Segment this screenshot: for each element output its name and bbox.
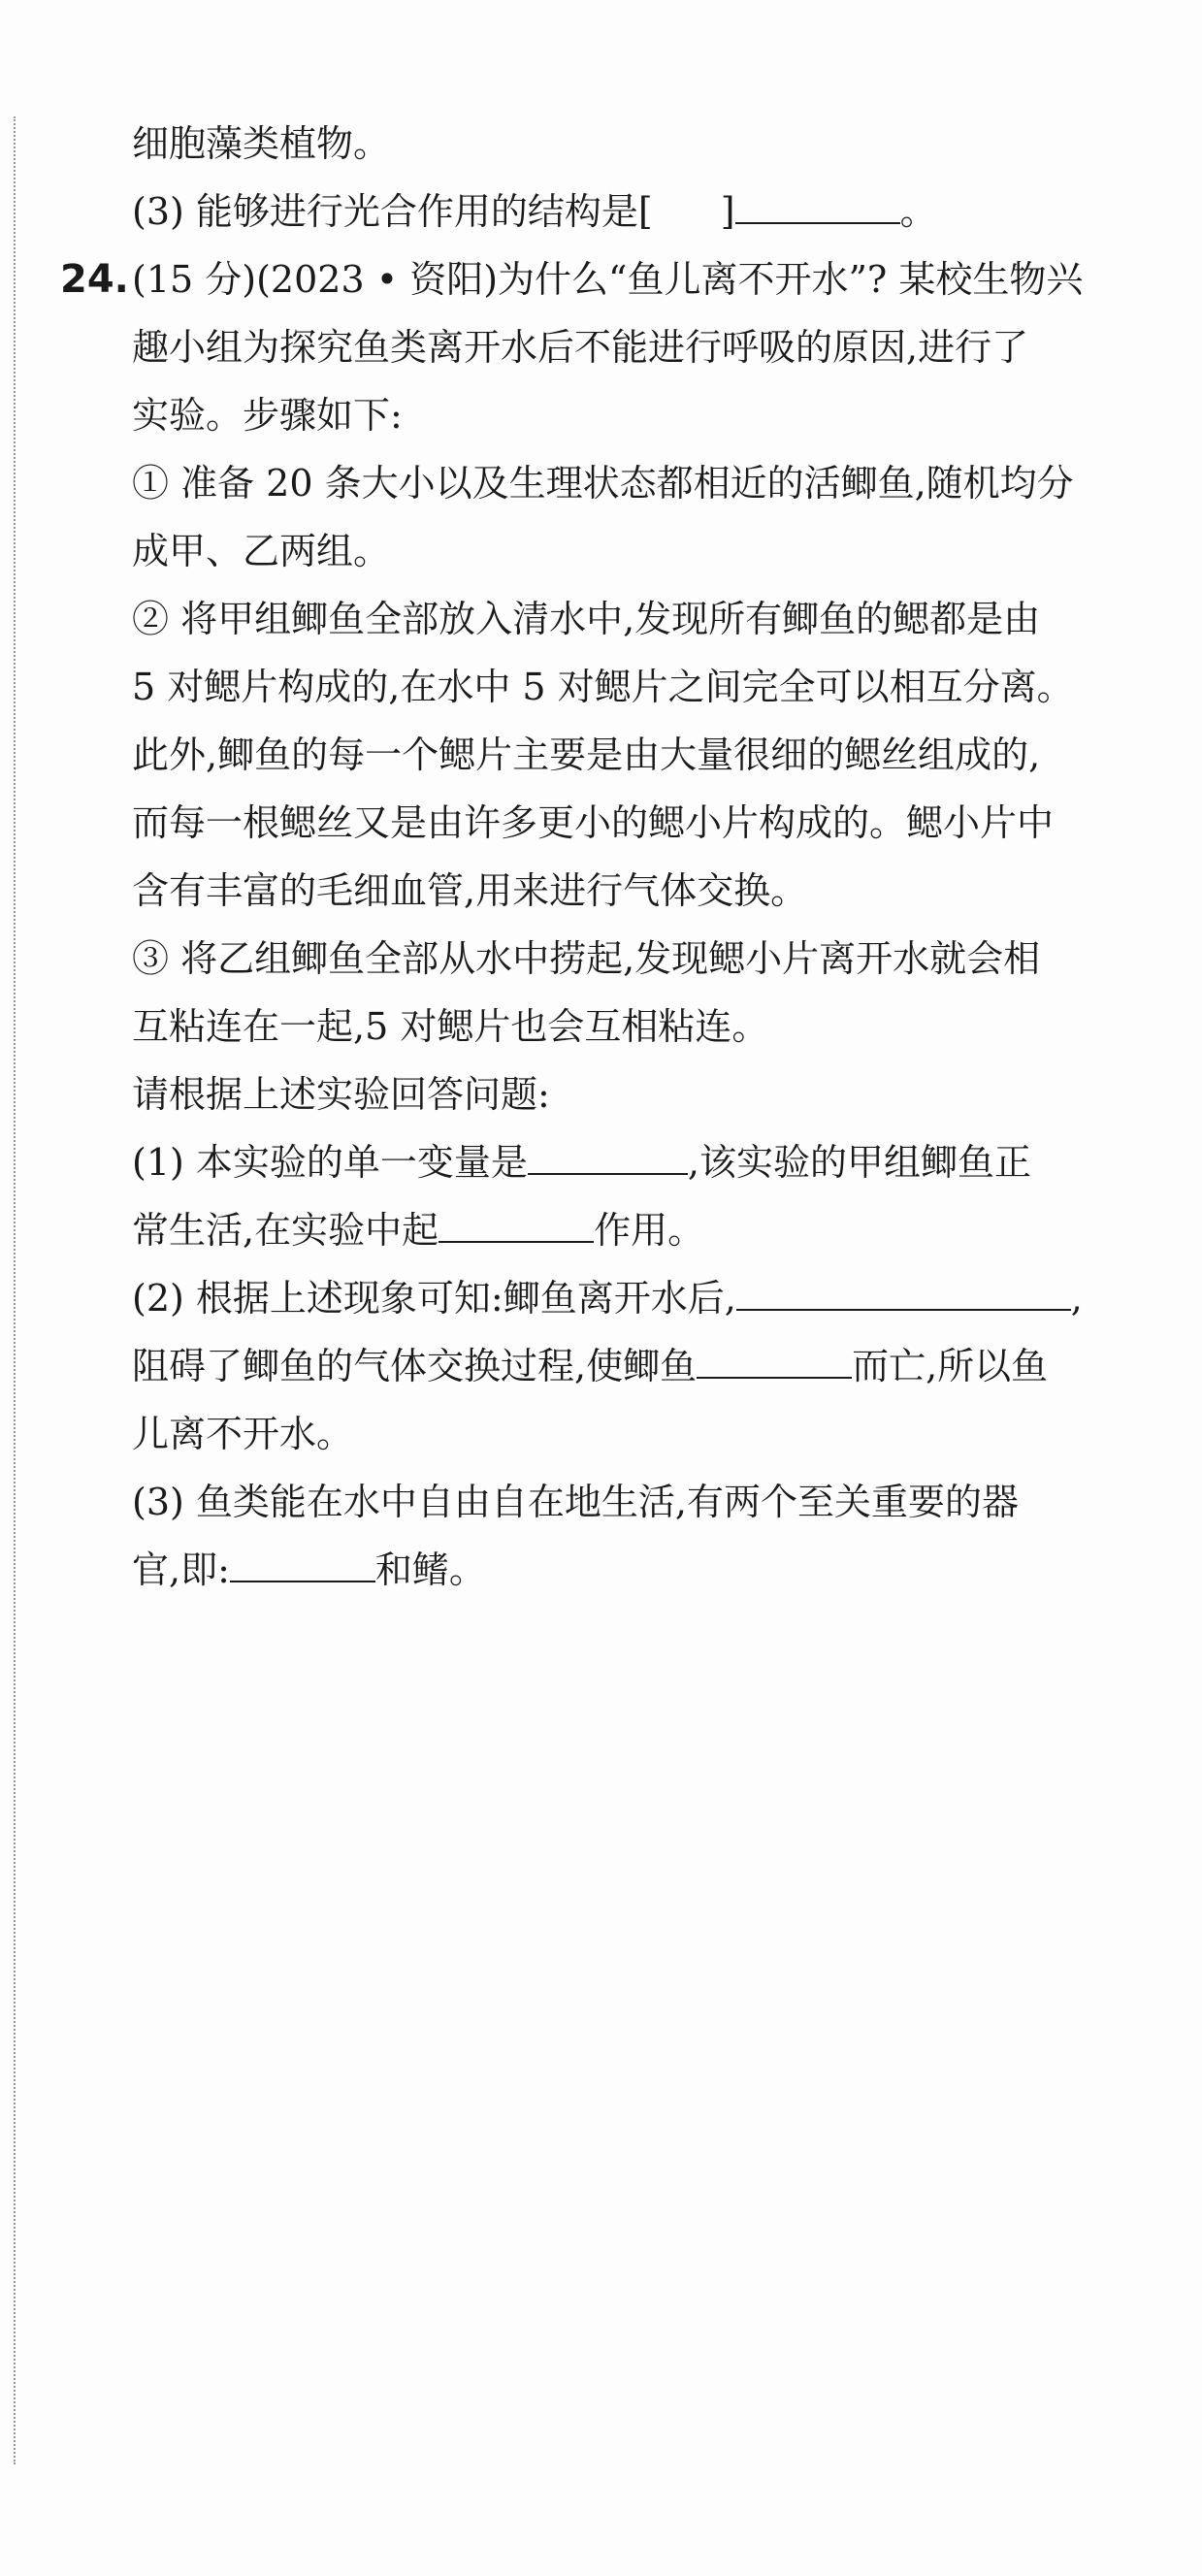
binding-margin-line	[14, 116, 16, 2464]
text-line-9	[132, 662, 1074, 712]
line-text: (3) 能够进行光合作用的结构是[	[132, 190, 653, 233]
line-text: 此外,鲫鱼的每一个鳃片主要是由大量很细的鳃丝组成的,	[132, 734, 1041, 776]
line-text: (3) 鱼类能在水中自由自在地生活,有两个至关重要的器	[132, 1481, 1019, 1523]
line-text: 含有丰富的毛细血管,用来进行气体交换。	[132, 869, 808, 912]
answer-blank-role[interactable]	[439, 1208, 594, 1243]
answer-blank-variable[interactable]	[528, 1140, 688, 1175]
line-text: ① 准备 20 条大小以及生理状态都相近的活鲫鱼,随机均分	[132, 462, 1074, 505]
text-line-13	[132, 933, 1040, 984]
line-text: 5 对鳃片构成的,在水中 5 对鳃片之间完全可以相互分离。	[132, 666, 1074, 708]
line-text: ③ 将乙组鲫鱼全部从水中捞起,发现鳃小片离开水就会相	[132, 937, 1041, 980]
text-line-20	[132, 1409, 353, 1459]
text-line-17	[132, 1205, 704, 1255]
question-number: 24.	[60, 257, 129, 302]
text-line-7	[132, 526, 390, 576]
line-text: (1) 本实验的单一变量是	[132, 1141, 528, 1184]
line-text: ② 将甲组鲫鱼全部放入清水中,发现所有鲫鱼的鳃都是由	[132, 598, 1041, 640]
line-text: 而亡,所以鱼	[852, 1345, 1049, 1387]
line-text: ,该实验的甲组鲫鱼正	[687, 1141, 1032, 1184]
text-line-1	[132, 118, 390, 169]
line-text: (2) 根据上述现象可知:鲫鱼离开水后,	[132, 1277, 736, 1320]
answer-blank-structure[interactable]	[735, 189, 900, 224]
line-text: 趣小组为探究鱼类离开水后不能进行呼吸的原因,进行了	[132, 326, 1029, 369]
text-line-3	[132, 254, 1083, 305]
text-line-2	[132, 186, 937, 237]
text-line-8	[132, 594, 1040, 644]
line-text: 阻碍了鲫鱼的气体交换过程,使鲫鱼	[132, 1345, 698, 1387]
text-line-12	[132, 865, 807, 916]
line-text: ,	[1070, 1277, 1083, 1320]
text-line-4	[132, 322, 1028, 373]
text-line-10	[132, 730, 1040, 780]
text-line-11	[132, 798, 1054, 848]
text-line-21	[132, 1477, 1019, 1527]
line-text: 细胞藻类植物。	[132, 122, 391, 165]
line-text: 互粘连在一起,5 对鳃片也会互相粘连。	[132, 1005, 769, 1048]
text-line-16	[132, 1137, 1031, 1188]
line-text: 而每一根鳃丝又是由许多更小的鳃小片构成的。鳃小片中	[132, 801, 1055, 844]
text-line-14	[132, 1001, 768, 1052]
line-text: 官,即:	[132, 1549, 230, 1591]
text-line-15	[132, 1069, 550, 1120]
answer-blank-phenomenon[interactable]	[736, 1276, 1071, 1311]
answer-blank-organ[interactable]	[230, 1548, 375, 1582]
text-line-22	[132, 1545, 486, 1595]
text-line-18	[132, 1273, 1083, 1323]
line-text: 实验。步骤如下:	[132, 394, 403, 437]
line-text: (15 分)(2023 • 资阳)为什么“鱼儿离不开水”? 某校生物兴	[132, 258, 1084, 301]
line-text: 成甲、乙两组。	[132, 530, 391, 572]
line-text: 和鳍。	[374, 1549, 486, 1591]
line-text: 常生活,在实验中起	[132, 1209, 439, 1252]
text-line-6	[132, 458, 1074, 508]
line-text: ]	[720, 190, 735, 233]
line-text: 作用。	[594, 1209, 705, 1252]
answer-blank-death-cause[interactable]	[697, 1344, 852, 1379]
line-text: 。	[899, 190, 937, 233]
line-text: 儿离不开水。	[132, 1413, 354, 1455]
line-text: 请根据上述实验回答问题:	[132, 1073, 550, 1116]
text-line-19	[132, 1341, 1048, 1391]
text-line-5	[132, 390, 403, 440]
